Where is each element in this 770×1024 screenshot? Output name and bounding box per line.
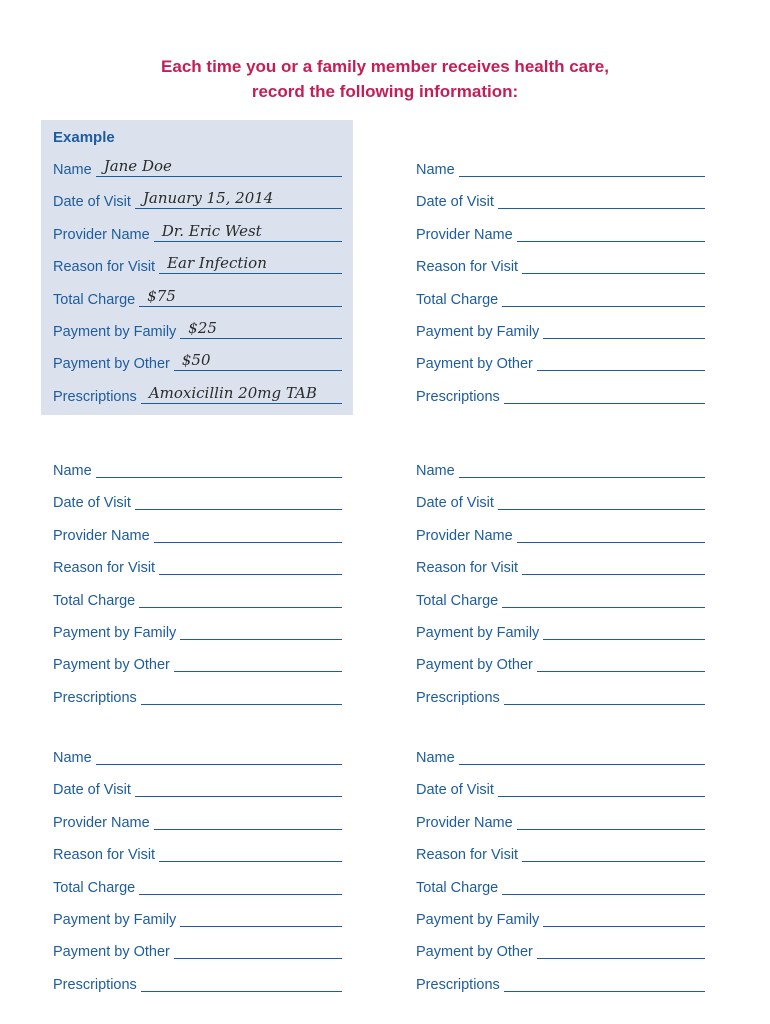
field-label: Total Charge — [53, 291, 136, 308]
reason-for-visit-entry-line[interactable] — [522, 249, 705, 274]
field-label: Provider Name — [53, 527, 150, 544]
total-charge-entry-line[interactable] — [139, 870, 342, 895]
field-payment-by-family — [416, 619, 705, 643]
name-entry-line[interactable] — [96, 152, 342, 177]
field-payment-by-other — [53, 350, 342, 374]
date-of-visit-entry-line[interactable] — [135, 184, 342, 209]
record-card — [41, 708, 353, 993]
handwritten-prescriptions: Amoxicillin 20mg TAB — [148, 383, 317, 402]
total-charge-entry-line[interactable] — [502, 870, 705, 895]
prescriptions-entry-line[interactable] — [141, 680, 342, 705]
payment-by-family-entry-line[interactable] — [543, 314, 705, 339]
field-label: Provider Name — [416, 814, 513, 831]
field-label: Payment by Family — [53, 324, 177, 340]
field-reason-for-visit — [53, 554, 342, 578]
name-entry-line[interactable] — [459, 740, 705, 765]
payment-by-family-entry-line[interactable] — [180, 615, 342, 640]
reason-for-visit-entry-line[interactable] — [159, 550, 342, 575]
field-name — [416, 457, 705, 481]
provider-name-entry-line[interactable] — [517, 805, 705, 830]
field-label: Provider Name — [53, 814, 150, 831]
field-prescriptions — [416, 383, 705, 407]
reason-for-visit-entry-line[interactable] — [159, 837, 342, 862]
field-label: Name — [416, 750, 455, 766]
field-date-of-visit — [416, 188, 705, 212]
field-label: Prescriptions — [416, 388, 500, 405]
total-charge-entry-line[interactable] — [502, 583, 705, 608]
field-label: Date of Visit — [416, 495, 494, 512]
field-label: Payment by Other — [416, 657, 533, 674]
total-charge-entry-line[interactable] — [139, 583, 342, 608]
field-label: Payment by Other — [416, 944, 533, 961]
name-entry-line[interactable] — [459, 453, 705, 478]
field-label: Date of Visit — [53, 782, 131, 799]
field-provider-name — [416, 809, 705, 833]
field-label: Reason for Visit — [53, 560, 156, 577]
prescriptions-entry-line[interactable] — [141, 967, 342, 992]
field-label: Payment by Family — [53, 912, 177, 928]
field-date-of-visit — [53, 776, 342, 800]
prescriptions-entry-line[interactable] — [504, 379, 705, 404]
handwritten-total-charge: $75 — [147, 286, 176, 305]
field-payment-by-other — [416, 350, 705, 374]
field-name — [416, 744, 705, 768]
payment-by-other-entry-line[interactable] — [174, 934, 342, 959]
field-date-of-visit — [416, 776, 705, 800]
payment-by-other-entry-line[interactable] — [174, 346, 342, 371]
name-entry-line[interactable] — [96, 740, 342, 765]
field-label: Date of Visit — [416, 782, 494, 799]
handwritten-reason-for-visit: Ear Infection — [167, 254, 267, 273]
name-entry-line[interactable] — [96, 453, 342, 478]
payment-by-other-entry-line[interactable] — [174, 647, 342, 672]
prescriptions-entry-line[interactable] — [504, 967, 705, 992]
field-payment-by-other — [416, 651, 705, 675]
field-label: Payment by Family — [53, 625, 177, 641]
field-date-of-visit — [53, 188, 342, 212]
payment-by-other-entry-line[interactable] — [537, 647, 705, 672]
handwritten-payment-by-other: $50 — [181, 351, 211, 370]
provider-name-entry-line[interactable] — [154, 217, 342, 242]
field-total-charge — [53, 874, 342, 898]
provider-name-entry-line[interactable] — [517, 518, 705, 543]
field-label: Payment by Family — [416, 625, 540, 641]
field-label: Payment by Other — [53, 657, 170, 674]
handwritten-name: Jane Doe — [103, 157, 172, 175]
payment-by-other-entry-line[interactable] — [537, 346, 705, 371]
field-payment-by-other — [53, 938, 342, 962]
field-name — [416, 156, 705, 180]
field-label: Prescriptions — [53, 388, 137, 405]
provider-name-entry-line[interactable] — [517, 217, 705, 242]
payment-by-family-entry-line[interactable] — [180, 314, 342, 339]
reason-for-visit-entry-line[interactable] — [522, 837, 705, 862]
field-name — [53, 744, 342, 768]
field-label: Total Charge — [53, 592, 136, 609]
field-label: Date of Visit — [53, 495, 131, 512]
field-total-charge — [416, 587, 705, 611]
provider-name-entry-line[interactable] — [154, 518, 342, 543]
field-payment-by-family — [416, 318, 705, 342]
prescriptions-entry-line[interactable] — [504, 680, 705, 705]
field-label: Reason for Visit — [53, 847, 156, 864]
heading-line-1: Each time you or a family member receives health care, — [161, 57, 609, 76]
field-total-charge — [416, 874, 705, 898]
payment-by-family-entry-line[interactable] — [543, 902, 705, 927]
field-total-charge — [53, 286, 342, 310]
example-record-card — [41, 120, 353, 415]
field-provider-name — [53, 809, 342, 833]
handwritten-date-of-visit: January 15, 2014 — [142, 189, 274, 208]
field-prescriptions — [416, 684, 705, 708]
field-label: Reason for Visit — [416, 560, 519, 577]
field-name — [53, 457, 342, 481]
date-of-visit-entry-line[interactable] — [498, 485, 705, 510]
example-title: Example — [53, 129, 115, 146]
total-charge-entry-line[interactable] — [139, 282, 342, 307]
field-reason-for-visit — [53, 841, 342, 865]
field-provider-name — [53, 522, 342, 546]
field-label: Reason for Visit — [53, 259, 156, 276]
field-label: Total Charge — [53, 879, 136, 896]
field-label: Date of Visit — [416, 194, 494, 211]
field-total-charge — [53, 587, 342, 611]
field-date-of-visit — [416, 489, 705, 513]
record-card — [404, 120, 716, 405]
field-label: Date of Visit — [53, 194, 131, 211]
date-of-visit-entry-line[interactable] — [135, 485, 342, 510]
payment-by-family-entry-line[interactable] — [543, 615, 705, 640]
reason-for-visit-entry-line[interactable] — [522, 550, 705, 575]
field-provider-name — [416, 221, 705, 245]
field-label: Total Charge — [416, 879, 499, 896]
date-of-visit-entry-line[interactable] — [498, 772, 705, 797]
field-label: Name — [416, 162, 455, 178]
record-card — [404, 421, 716, 706]
field-prescriptions — [53, 684, 342, 708]
field-label: Prescriptions — [53, 976, 137, 993]
field-reason-for-visit — [416, 253, 705, 277]
reason-for-visit-entry-line[interactable] — [159, 249, 342, 274]
field-label: Payment by Other — [416, 356, 533, 373]
field-label: Provider Name — [416, 527, 513, 544]
record-card — [41, 421, 353, 706]
date-of-visit-entry-line[interactable] — [135, 772, 342, 797]
payment-by-family-entry-line[interactable] — [180, 902, 342, 927]
field-date-of-visit — [53, 489, 342, 513]
field-label: Payment by Family — [416, 324, 540, 340]
field-payment-by-family — [53, 619, 342, 643]
field-label: Payment by Other — [53, 356, 170, 373]
field-label: Payment by Other — [53, 944, 170, 961]
heading-line-2: record the following information: — [251, 82, 519, 101]
prescriptions-entry-line[interactable] — [141, 379, 342, 404]
total-charge-entry-line[interactable] — [502, 282, 705, 307]
field-provider-name — [53, 221, 342, 245]
name-entry-line[interactable] — [459, 152, 705, 177]
field-label: Payment by Family — [416, 912, 540, 928]
field-payment-by-family — [53, 318, 342, 342]
date-of-visit-entry-line[interactable] — [498, 184, 705, 209]
field-total-charge — [416, 286, 705, 310]
field-label: Total Charge — [416, 592, 499, 609]
field-label: Name — [416, 463, 455, 479]
field-reason-for-visit — [53, 253, 342, 277]
field-label: Prescriptions — [53, 689, 137, 706]
field-payment-by-other — [416, 938, 705, 962]
field-label: Reason for Visit — [416, 847, 519, 864]
field-reason-for-visit — [416, 554, 705, 578]
field-label: Prescriptions — [416, 976, 500, 993]
field-label: Name — [53, 162, 92, 178]
field-payment-by-other — [53, 651, 342, 675]
handwritten-payment-by-family: $25 — [188, 319, 217, 337]
field-prescriptions — [53, 971, 342, 995]
field-prescriptions — [53, 383, 342, 407]
field-provider-name — [416, 522, 705, 546]
field-label: Provider Name — [416, 226, 513, 243]
field-label: Prescriptions — [416, 689, 500, 706]
field-label: Total Charge — [416, 291, 499, 308]
field-reason-for-visit — [416, 841, 705, 865]
page-heading — [0, 54, 770, 104]
field-label: Reason for Visit — [416, 259, 519, 276]
field-payment-by-family — [416, 906, 705, 930]
handwritten-provider-name: Dr. Eric West — [161, 221, 262, 240]
field-label: Name — [53, 750, 92, 766]
field-label: Name — [53, 463, 92, 479]
payment-by-other-entry-line[interactable] — [537, 934, 705, 959]
field-name — [53, 156, 342, 180]
record-card — [404, 708, 716, 993]
provider-name-entry-line[interactable] — [154, 805, 342, 830]
field-prescriptions — [416, 971, 705, 995]
field-payment-by-family — [53, 906, 342, 930]
field-label: Provider Name — [53, 226, 150, 243]
